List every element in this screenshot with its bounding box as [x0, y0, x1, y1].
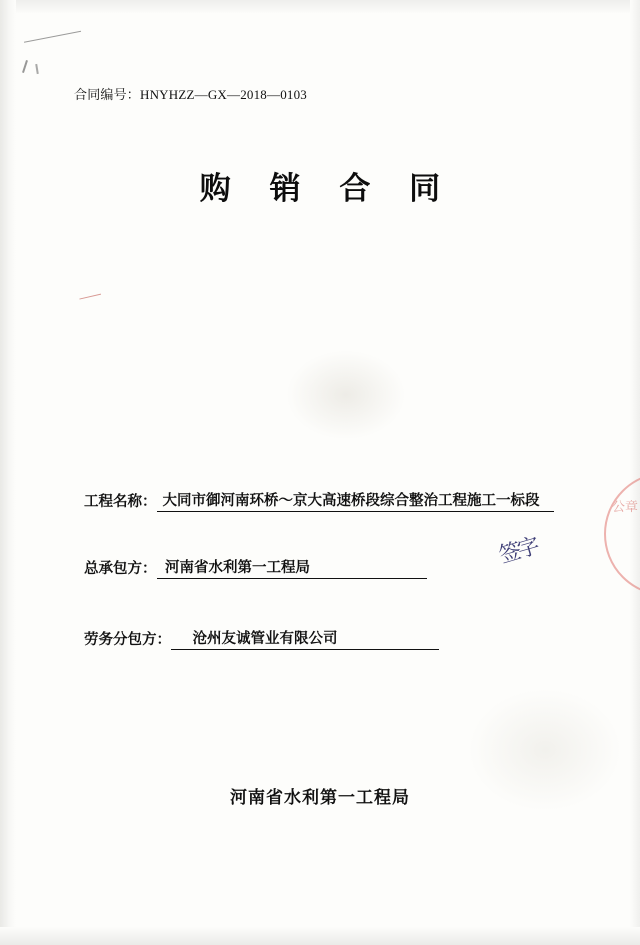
red-pen-mark-icon: [79, 294, 102, 307]
field-general-contractor-value: 河南省水利第一工程局: [157, 556, 319, 579]
field-project-name-value: 大同市御河南环桥～京大高速桥段综合整治工程施工一标段: [157, 489, 546, 512]
field-general-contractor-rule: [319, 561, 427, 579]
field-labor-subcontractor-value: 沧州友诚管业有限公司: [171, 627, 359, 650]
field-labor-subcontractor: [84, 627, 439, 650]
field-labor-subcontractor-label: 劳务分包方：: [84, 632, 171, 648]
field-project-name-label: 工程名称：: [84, 494, 157, 510]
field-labor-subcontractor-rule: [359, 632, 439, 650]
paper-edge-bottom: [0, 927, 640, 945]
stray-pen-tick-icon: [22, 60, 28, 73]
contract-number: 合同编号：HNYHZZ—GX—2018—0103: [74, 87, 308, 102]
page-title: 购 销 合 同: [199, 171, 455, 207]
red-seal-stamp-text: 公章: [612, 500, 639, 515]
field-project-name: [84, 489, 554, 512]
issuer-name: 河南省水利第一工程局: [230, 788, 410, 808]
handwritten-signature: 签字: [496, 533, 540, 568]
field-project-name-rule: [546, 494, 554, 512]
field-general-contractor-label: 总承包方：: [84, 561, 157, 577]
stray-pen-mark-icon: [24, 31, 86, 69]
scan-smudge: [286, 350, 406, 440]
field-general-contractor: [84, 556, 427, 579]
paper-edge-top: [0, 0, 640, 14]
